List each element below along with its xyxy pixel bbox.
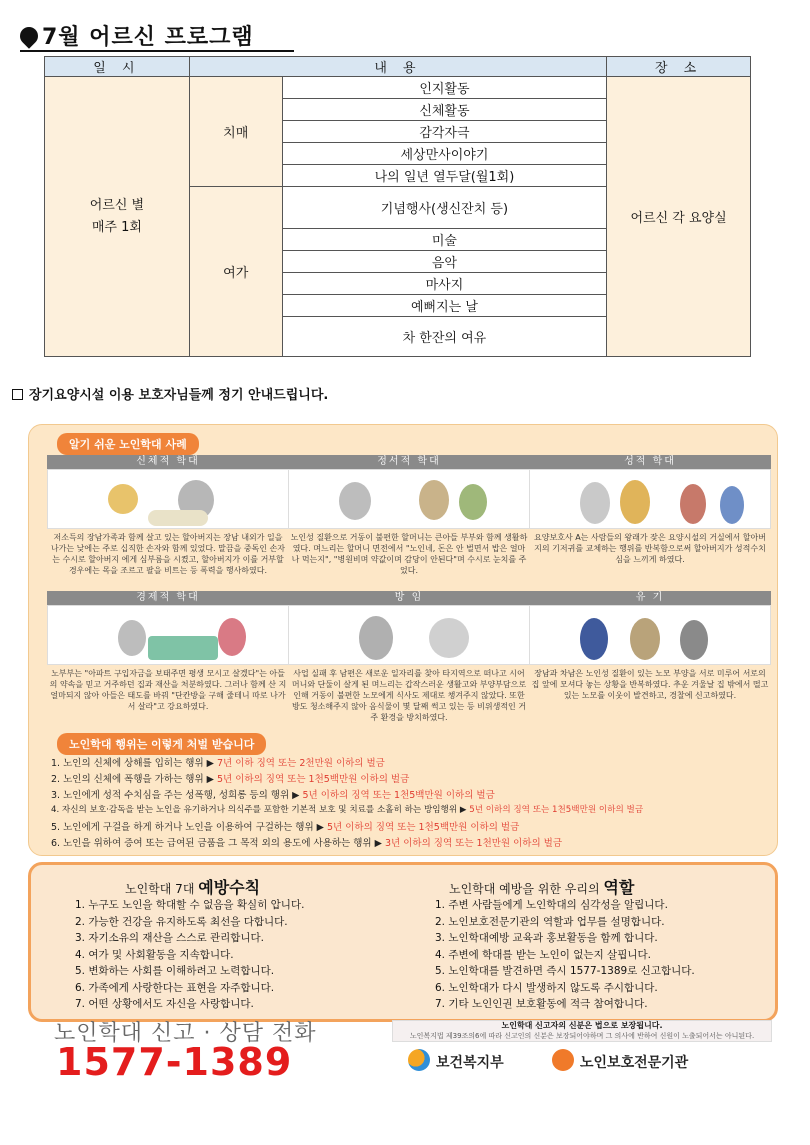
case-illustration — [47, 469, 289, 529]
content-item: 예뻐지는 날 — [282, 295, 607, 317]
case-panel-neglect — [288, 591, 530, 726]
case-illustration — [47, 605, 289, 665]
case-tag: 알기 쉬운 노인학대 사례 — [57, 433, 199, 455]
case-panel-abandonment — [529, 591, 771, 704]
ministry-logo-icon — [408, 1049, 430, 1071]
schedule-cell: 어르신 별 매주 1회 — [45, 77, 190, 357]
list-item: 4. 주변에 학대를 받는 노인이 없는지 살핍니다. — [435, 948, 651, 961]
content-item: 신체활동 — [282, 99, 607, 121]
title-underline — [20, 50, 294, 52]
list-item: 1. 누구도 노인을 학대할 수 없음을 확실히 압니다. — [75, 899, 305, 911]
hotline-phone: 1577-1389 — [56, 1040, 293, 1084]
list-item: 6. 노인학대가 다시 발생하지 않도록 주시합니다. — [435, 981, 658, 994]
header-location: 장 소 — [607, 57, 751, 77]
case-text: 요양보호사 A는 사람들의 왕래가 잦은 요양시설의 거실에서 할아버지의 기저귀를 교체하는 행위를 반복함으로써 할아버지가 성적수치심을 느끼게 하였다. — [534, 533, 766, 564]
case-title: 경제적 학대 — [47, 591, 289, 605]
location-cell: 어르신 각 요양실 — [607, 77, 751, 357]
case-illustration — [288, 469, 530, 529]
prevention-rules-list — [75, 897, 304, 1013]
case-title: 정서적 학대 — [288, 455, 530, 469]
prevention-roles-list — [435, 897, 695, 1013]
list-item: 2. 가능한 건강을 유지하도록 최선을 다합니다. — [75, 915, 288, 928]
list-item: 5. 변화하는 사회를 이해하려고 노력합니다. — [75, 965, 275, 977]
header-schedule: 일 시 — [45, 57, 190, 77]
header-content: 내 용 — [189, 57, 606, 77]
content-item: 음악 — [282, 251, 607, 273]
case-illustration — [529, 605, 771, 665]
case-illustration — [288, 605, 530, 665]
case-title: 방 임 — [288, 591, 530, 605]
penalty-item: 3. 노인에게 성적 수치심을 주는 성폭행, 성희롱 등의 행위 ▶ 5년 이하의 징역 또는 1천5백만원 이하의 벌금 — [51, 790, 495, 801]
case-title: 신체적 학대 — [47, 455, 289, 469]
table-header-row — [45, 57, 751, 77]
content-item: 세상만사이야기 — [282, 143, 607, 165]
case-text: 노부부는 "아파트 구입자금을 보태주면 평생 모시고 살겠다"는 아들의 약속을 믿고 거주하던 집과 재산을 처분하였다. 그러나 함께 산 지 얼마되지 않아 아들은 태도를 바꿔 "단칸방을 구해 줄테니 따로 나가서 살라"고 강요하였다. — [49, 669, 287, 711]
case-text: 장남과 차남은 노인성 질환이 있는 노모 부양을 서로 미루어 서로의 집 앞에 모셔다 놓는 상황을 반복하였다. 추운 겨울날 집 밖에서 떨고 있는 노모를 이웃이 발견하고, 경찰에 신고하였다. — [531, 669, 769, 700]
content-item: 나의 일년 열두달(월1회) — [282, 165, 607, 187]
penalty-item: 6. 노인을 위하여 증여 또는 급여된 금품을 그 목적 외의 용도에 사용하는 행위 ▶ 3년 이하의 징역 또는 1천만원 이하의 벌금 — [51, 838, 563, 849]
checkbox-square-icon — [12, 389, 23, 400]
case-illustration — [529, 469, 771, 529]
list-item: 1. 주변 사람들에게 노인학대의 심각성을 알립니다. — [435, 899, 668, 911]
ministry-logo-text: 보건복지부 — [436, 1055, 504, 1071]
prevention-roles-title: 노인학대 예방을 위한 우리의 역할 — [449, 878, 635, 897]
list-item: 7. 기타 노인인권 보호활동에 적극 참여합니다. — [435, 998, 648, 1010]
case-panel-physical — [47, 455, 289, 579]
content-item: 기념행사(생신잔치 등) — [282, 187, 607, 229]
prevention-rules-title: 노인학대 7대 예방수칙 — [125, 878, 261, 897]
list-item: 2. 노인보호전문기관의 역할과 업무를 설명합니다. — [435, 915, 665, 928]
content-item: 마사지 — [282, 273, 607, 295]
reporter-protection-box: 노인학대 신고자의 신분은 법으로 보장됩니다. 노인복지법 제39조의6에 따라 신고인의 신분은 보장되어야하며 그 의사에 반하여 신원이 노출되어서는 아니된다. — [392, 1020, 772, 1042]
content-item: 감각자극 — [282, 121, 607, 143]
penalty-item: 1. 노인의 신체에 상해를 입히는 행위 ▶ 7년 이하 징역 또는 2천만원 이하의 벌금 — [51, 758, 385, 769]
hotline-label: 노인학대 신고 · 상담 전화 — [54, 1021, 317, 1046]
list-item: 3. 자기소유의 재산을 스스로 관리합니다. — [75, 932, 264, 944]
page-title: 7월 어르신 프로그램 — [20, 20, 254, 51]
case-panel-sexual — [529, 455, 771, 568]
list-item: 3. 노인학대예방 교육과 홍보활동을 함께 합니다. — [435, 932, 658, 944]
case-text: 노인성 질환으로 거동이 불편한 할머니는 큰아들 부부와 함께 생활하였다. 며느리는 할머니 면전에서 "노인네, 돈은 안 벌면서 밥은 얼마나 먹는지", "병원비며 약값이며 감당이 안된다"며 수시로 눈치를 주었다. — [290, 533, 528, 575]
program-table — [44, 56, 751, 357]
penalty-tag: 노인학대 행위는 이렇게 처벌 받습니다 — [57, 733, 266, 755]
list-item: 4. 여가 및 사회활동을 지속합니다. — [75, 948, 234, 961]
penalty-item: 2. 노인의 신체에 폭행을 가하는 행위 ▶ 5년 이하의 징역 또는 1천5백만원 이하의 벌금 — [51, 774, 410, 785]
notice-line: 장기요양시설 이용 보호자님들께 정기 안내드립니다. — [12, 384, 328, 403]
content-item: 미술 — [282, 229, 607, 251]
case-panel-financial — [47, 591, 289, 715]
case-title: 성적 학대 — [529, 455, 771, 469]
case-title: 유 기 — [529, 591, 771, 605]
content-item: 차 한잔의 여유 — [282, 317, 607, 357]
spade-bullet-icon — [16, 23, 41, 48]
list-item: 6. 가족에게 사랑한다는 표현을 자주합니다. — [75, 981, 275, 994]
penalty-item: 5. 노인에게 구걸을 하게 하거나 노인을 이용하여 구걸하는 행위 ▶ 5년 이하의 징역 또는 1천5백만원 이하의 벌금 — [51, 822, 520, 833]
case-text: 저소득의 장남가족과 함께 살고 있는 할아버지는 장남 내외가 일을 나가는 낮에는 주로 십직한 손자와 함께 있었다. 말끔을 중독인 손자는 수시로 할아버지 에게 심부름을 시켰고, 할아버지가 이를 거부할 경우에는 목을 조르고 팔을 비트는 등 폭력을 행사하였다. — [50, 533, 286, 575]
category-dementia: 치매 — [189, 77, 282, 187]
agency-logo-text: 노인보호전문기관 — [580, 1055, 689, 1071]
content-item: 인지활동 — [282, 77, 607, 99]
table-row — [45, 77, 751, 99]
case-panel-emotional — [288, 455, 530, 579]
penalty-item: 4. 자신의 보호·감독을 받는 노인을 유기하거나 의식주를 포함한 기본적 보호 및 치료를 소홀히 하는 방임행위 ▶ 5년 이하의 징역 또는 1천5백만원 이하의 벌금 — [51, 805, 644, 815]
prevention-panel — [28, 862, 778, 1022]
case-text: 사업 실패 후 남편은 새로운 일자리를 찾아 타지역으로 떠나고 시어머니와 단둘이 살게 된 며느리는 갑작스러운 생활고와 부양부담으로 인해 거동이 불편한 노모에게 식사도 제대로 챙겨주지 않았다. 또한 방도 청소해주지 않아 음식물이 몇 달째 썩고 있는 등 비위생적인 거주 환경을 방치하였다. — [291, 669, 527, 722]
abuse-poster — [28, 424, 778, 856]
category-leisure: 여가 — [189, 187, 282, 357]
list-item: 7. 어떤 상황에서도 자신을 사랑합니다. — [75, 998, 254, 1010]
list-item: 5. 노인학대를 발견하면 즉시 1577-1389로 신고합니다. — [435, 965, 695, 977]
agency-logo-icon — [552, 1049, 574, 1071]
